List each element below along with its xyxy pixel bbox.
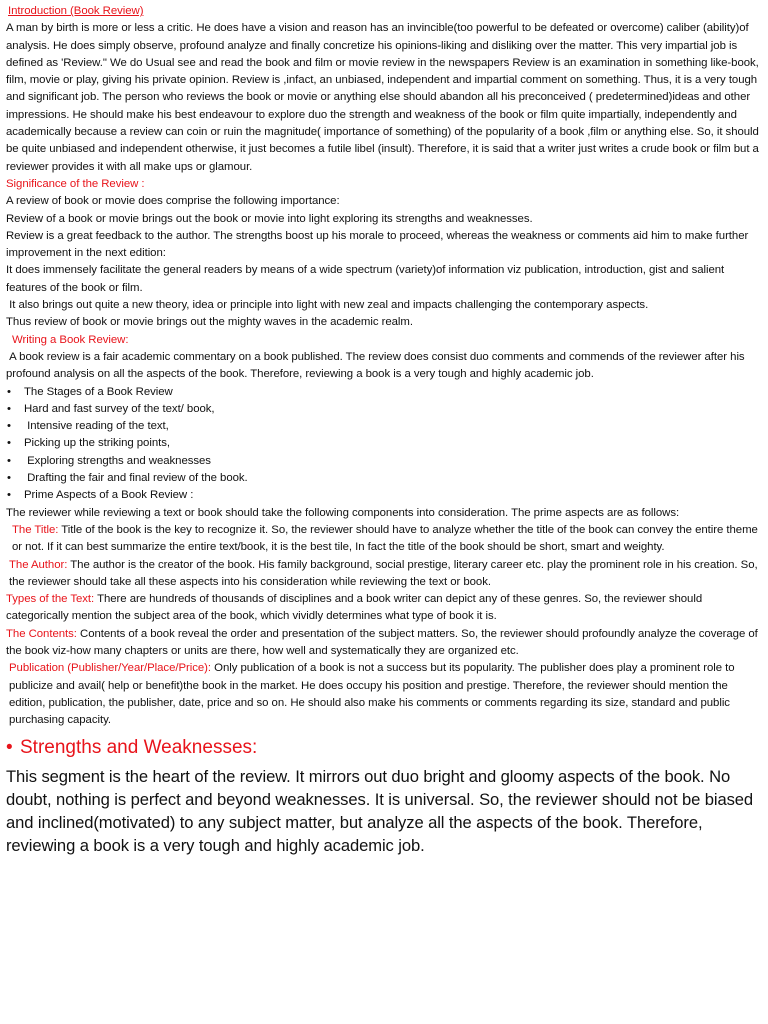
significance-section — [6, 176, 762, 332]
list-item: • Prime Aspects of a Book Review : — [6, 487, 762, 504]
list-item: • Hard and fast survey of the text/ book, — [6, 401, 762, 418]
list-item: • Picking up the striking points, — [6, 435, 762, 452]
stages-list — [6, 384, 762, 505]
strengths-heading-row — [6, 735, 762, 761]
aspect-title — [6, 522, 762, 557]
aspect-text: Only publication of a book is not a success but its popularity. The publisher does play a prominent role to publicize and avail( help or benefit)the book in the market. He does occupy his position and prestige. Therefore, the reviewer should mention the edition, publication, the publisher, date, price and so on. He should also make his comments or comments regarding its size, standard and public purchasing capacity. — [9, 662, 735, 727]
significance-line: Review is a great feedback to the author. The strengths boost up his morale to proceed, whereas the weakness or comments aid him to make further improvement in the next edition: — [6, 229, 749, 260]
aspect-contents — [6, 626, 762, 661]
intro-paragraph: A man by birth is more or less a critic. He does have a vision and reason has an invincible(too powerful to be defeated or overcome) caliber (ability)of analysis. He does simply observe, profound analyze and finally concretize his opinions-liking and disliking over the matter. This very impartial job is defined as 'Review." We do Usual see and read the book and film or movie review in the newspapers Review is an examination in something like-book, film, movie or play, giving his private opinion. Review is ,infact, an unbiased, independent and impartial comment on something. Thus, it is a very tough and significant job. The person who reviews the book or movie or anything else should abandon all his preconceived ( predetermined)ideas and other impressions. He should make his best endeavour to explore duo the strength and weakness of the book or film quite impartially, independently and academically because a review can coin or ruin the magnitude( importance of something) of the popularity of a book ,film or anything else. So, it should be quite unbiased and independent otherwise, it just becomes a futile libel (insult). Therefore, it is said that a writer just writes a crude book or film but a reviewer provides it with all make ups or glamour. — [6, 22, 759, 173]
aspect-label: The Title: — [12, 523, 59, 536]
aspect-author — [6, 557, 762, 592]
significance-line: Review of a book or movie brings out the book or movie into light exploring its strengths and weaknesses. — [6, 212, 533, 225]
aspects-section — [6, 522, 762, 730]
intro-section — [6, 3, 762, 176]
list-item: • The Stages of a Book Review — [6, 384, 762, 401]
significance-heading: Significance of the Review : — [6, 177, 145, 190]
intro-heading: Introduction (Book Review) — [8, 5, 144, 17]
aspect-publication — [6, 660, 762, 729]
prime-aspects-intro: The reviewer while reviewing a text or book should take the following components into consideration. The prime aspects are as follows: — [6, 506, 680, 519]
aspect-text: Title of the book is the key to recognize it. So, the reviewer should have to analyze whether the title of the book can convey the entire theme or not. If it can best summarize the entire text/book, it is the best tile, In fact the title of the book should be short, smart and weighty. — [12, 523, 758, 554]
aspect-label: The Author: — [9, 558, 68, 571]
aspect-label: Types of the Text: — [6, 593, 95, 606]
list-item: • Intensive reading of the text, — [6, 418, 762, 435]
significance-line: It also brings out quite a new theory, idea or principle into light with new zeal and impacts challenging the contemporary aspects. — [6, 299, 649, 312]
bullet-icon: • — [6, 737, 13, 759]
strengths-heading: Strengths and Weaknesses: — [20, 737, 258, 759]
significance-line: It does immensely facilitate the general readers by means of a wide spectrum (variety)of information viz publication, introduction, gist and salient features of the book or film. — [6, 264, 725, 294]
writing-paragraph: A book review is a fair academic commentary on a book published. The review does consist duo comments and commends of the reviewer after his profound analysis on all the aspects of the book. Therefore, reviewing a book is a very tough and highly academic job. — [6, 350, 748, 381]
aspect-text: The author is the creator of the book. His family background, social prestige, literary career etc. play the prominent role in his creation. So, the reviewer should take all these aspects into his consideration while reviewing the text or book. — [9, 558, 758, 588]
aspect-text: Contents of a book reveal the order and presentation of the subject matters. So, the reviewer should profoundly analyze the coverage of the book viz-how many chapters or units are there, how well and systematically they are organized etc. — [6, 627, 758, 657]
writing-heading: Writing a Book Review: — [12, 333, 129, 346]
list-item: • Drafting the fair and final review of the book. — [6, 470, 762, 487]
list-item: • Exploring strengths and weaknesses — [6, 453, 762, 470]
aspect-label: The Contents: — [6, 627, 77, 640]
aspect-types — [6, 591, 762, 626]
aspect-label: Publication (Publisher/Year/Place/Price): — [9, 662, 212, 675]
strengths-paragraph: This segment is the heart of the review. It mirrors out duo bright and gloomy aspects of the book. No doubt, nothing is perfect and beyond weaknesses. It is universal. So, the reviewer should not be biased and inclined(motivated) to any subject matter, but analyze all the aspects of the book. Therefore, reviewing a book is a very tough and highly academic job. — [6, 767, 754, 855]
significance-line: A review of book or movie does comprise the following importance: — [6, 195, 340, 208]
writing-section — [6, 332, 762, 522]
significance-line: Thus review of book or movie brings out the mighty waves in the academic realm. — [6, 316, 413, 329]
aspect-text: There are hundreds of thousands of disciplines and a book writer can depict any of these genres. So, the reviewer should categorically mention the subject area of the book, which vividly determines what type of book it is. — [6, 593, 703, 623]
